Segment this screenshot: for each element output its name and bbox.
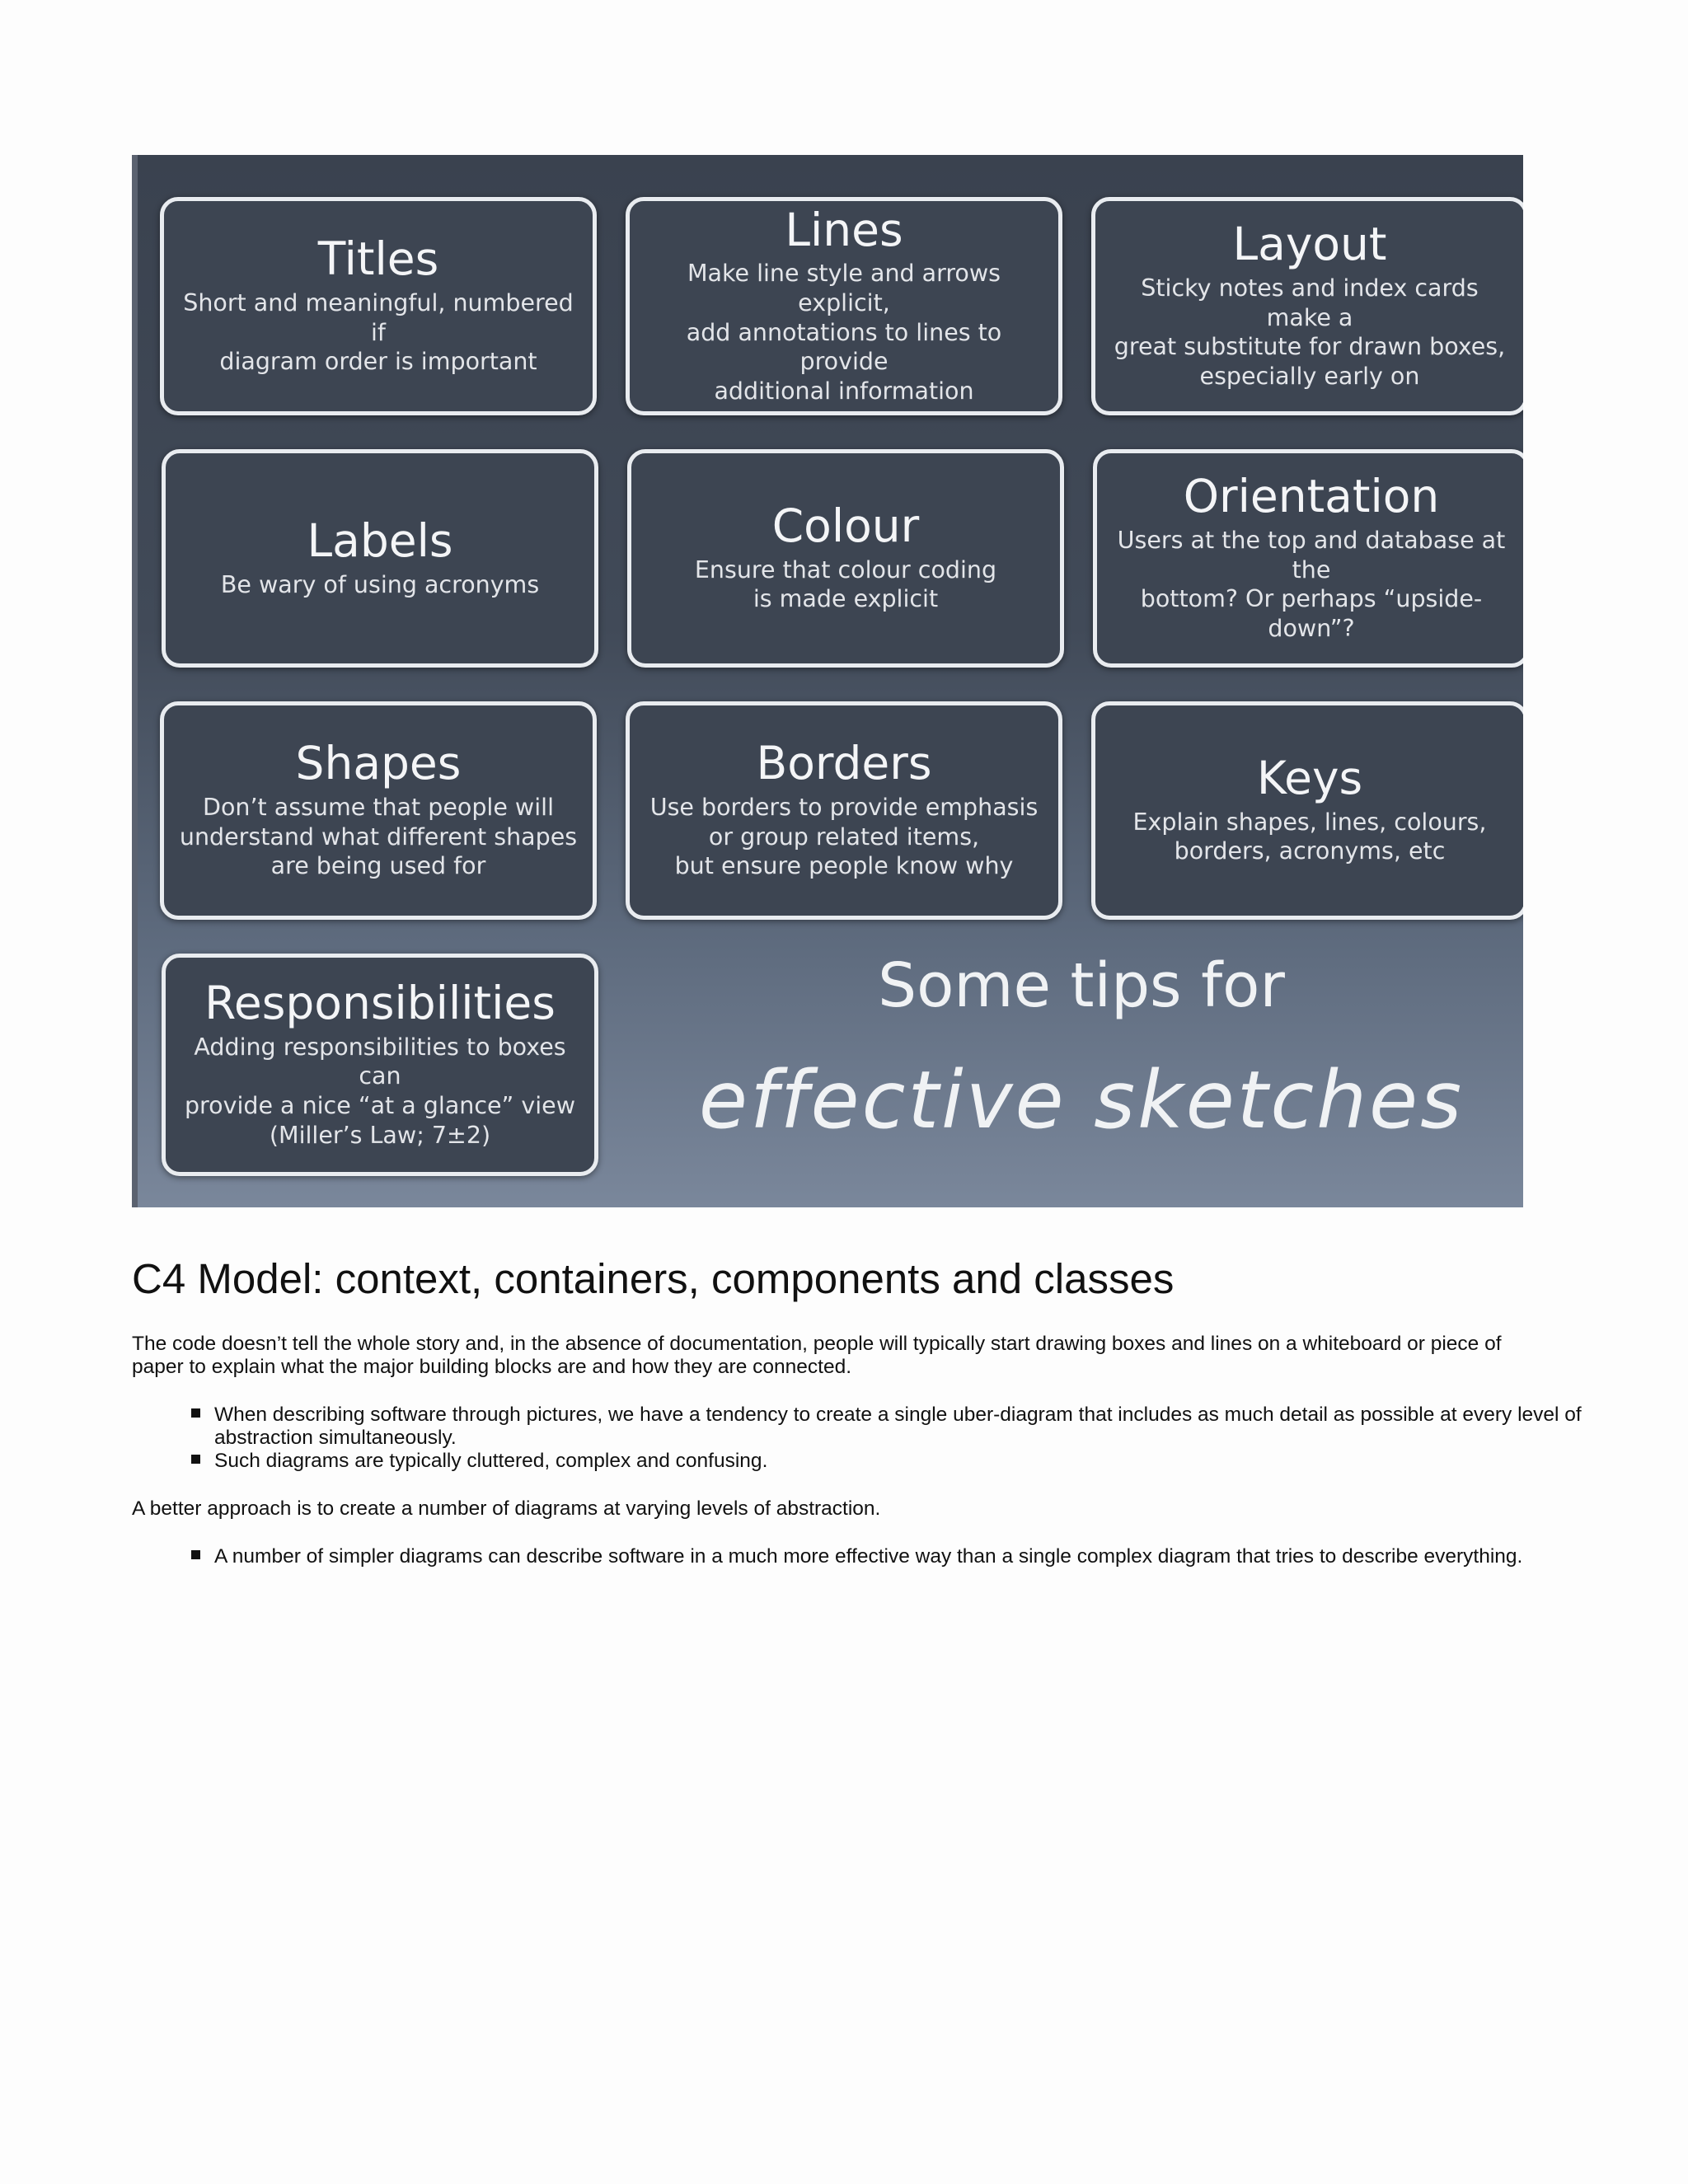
list-item-text: Such diagrams are typically cluttered, complex and confusing.	[214, 1450, 768, 1473]
tip-card-desc: Users at the top and database at the bottom? Or perhaps “upside-down”?	[1117, 527, 1506, 642]
tip-card-title: Colour	[771, 499, 920, 552]
tip-card-title: Labels	[307, 513, 453, 567]
slide-tagline	[649, 950, 1514, 1146]
tip-card-title: Borders	[756, 737, 932, 790]
square-bullet-icon	[191, 1550, 200, 1559]
intro-paragraph: The code doesn’t tell the whole story and, in the absence of documentation, people will typically start drawing boxes and lines on a whiteboard or piece of paper to explain what the major building blocks are and how they are connected.	[132, 1333, 1502, 1379]
tip-card-title: Titles	[317, 232, 439, 286]
tip-card-desc: Be wary of using acronyms	[220, 570, 540, 598]
tip-card-borders	[626, 701, 1062, 920]
tip-card-title: Layout	[1232, 218, 1387, 271]
tip-card-title: Shapes	[295, 737, 462, 790]
tip-card-desc: Short and meaningful, numbered if diagram order is important	[183, 288, 574, 376]
tip-card-labels	[162, 449, 598, 668]
list-item-text: A number of simpler diagrams can describe software in a much more effective way than a single complex diagram that tries to describe everything.	[214, 1545, 1523, 1568]
tip-card-layout	[1091, 197, 1523, 415]
approach-paragraph: A better approach is to create a number of diagrams at varying levels of abstraction.	[132, 1497, 881, 1520]
tips-slide-image	[132, 155, 1523, 1207]
tip-card-title: Orientation	[1183, 470, 1440, 523]
tagline-line1: Some tips for	[878, 950, 1285, 1021]
tip-card-responsibilities	[162, 954, 598, 1176]
tip-card-desc: Ensure that colour coding is made explicit	[694, 555, 997, 613]
tip-card-desc: Explain shapes, lines, colours, borders, acronyms, etc	[1132, 808, 1487, 865]
list-item	[132, 1450, 1582, 1473]
tip-card-desc: Use borders to provide emphasis or group related items, but ensure people know why	[649, 793, 1039, 880]
bullet-list-1	[132, 1404, 1582, 1474]
square-bullet-icon	[191, 1408, 200, 1418]
section-heading: C4 Model: context, containers, components and classes	[132, 1255, 1175, 1302]
tip-card-lines	[626, 197, 1062, 415]
tip-card-desc: Adding responsibilities to boxes can provide a nice “at a glance” view (Miller’s Law; 7±2)	[184, 1033, 576, 1149]
tip-card-desc: Make line style and arrows explicit, add annotations to lines to provide additional information	[686, 260, 1002, 405]
tip-card-colour	[627, 449, 1064, 668]
square-bullet-icon	[191, 1455, 200, 1464]
tip-card-desc: Sticky notes and index cards make a great substitute for drawn boxes, especially early on	[1114, 274, 1506, 390]
list-item	[132, 1545, 1582, 1568]
tip-card-title: Responsibilities	[204, 976, 556, 1029]
tip-card-orientation	[1093, 449, 1523, 668]
list-item	[132, 1404, 1582, 1450]
tip-card-desc: Don’t assume that people will understand what different shapes are being used for	[179, 793, 578, 880]
tip-card-shapes	[160, 701, 597, 920]
tip-card-title: Lines	[785, 203, 903, 256]
tip-card-title: Keys	[1256, 752, 1363, 804]
tip-card-keys	[1091, 701, 1523, 920]
tip-card-titles	[160, 197, 597, 415]
tagline-line2: effective sketches	[698, 1054, 1465, 1146]
bullet-list-2	[132, 1545, 1582, 1568]
list-item-text: When describing software through pictures, we have a tendency to create a single uber-diagram that includes as much detail as possible at every level of abstraction simultaneously.	[214, 1404, 1582, 1450]
